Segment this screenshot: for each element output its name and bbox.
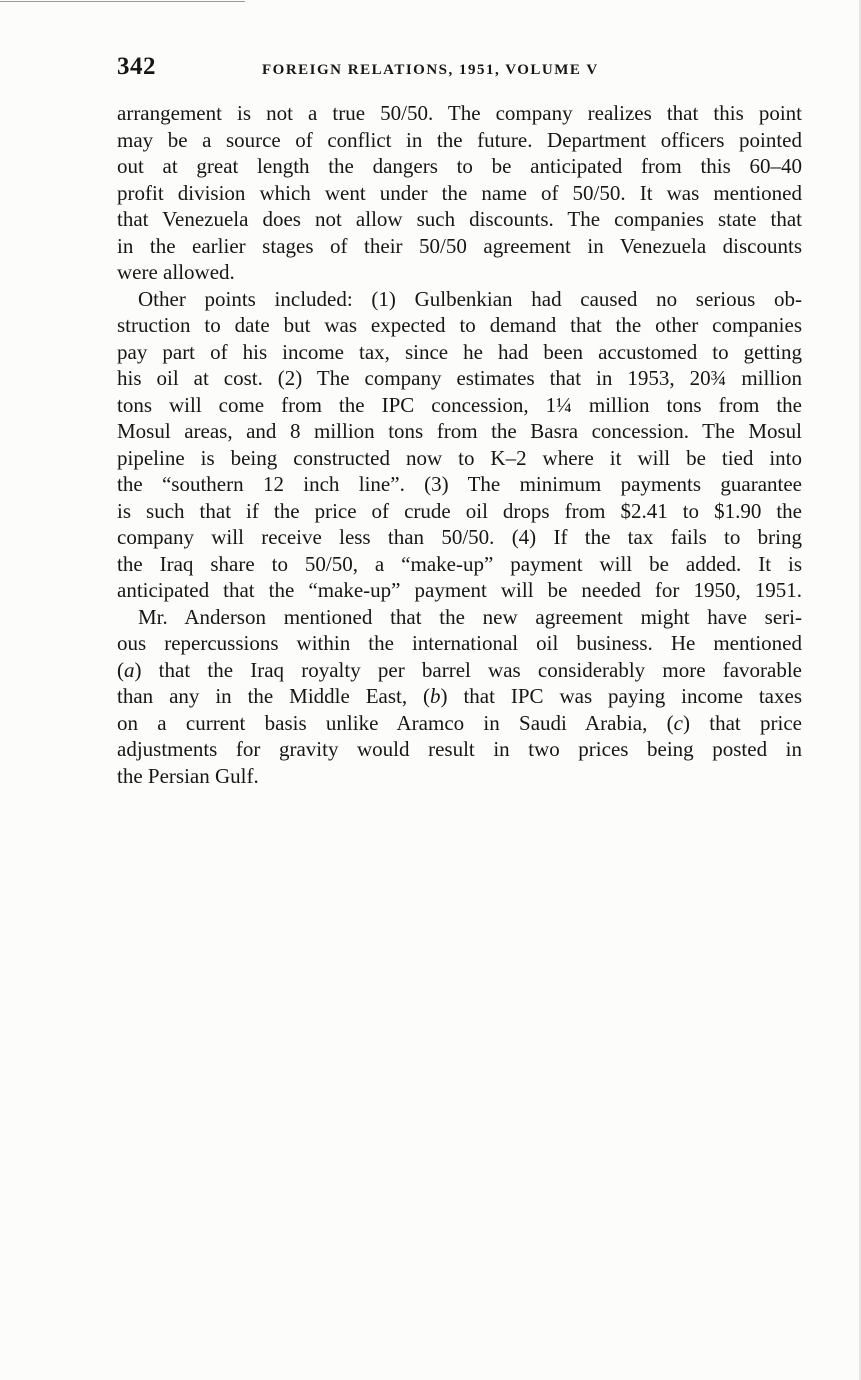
running-title: FOREIGN RELATIONS, 1951, VOLUME V — [262, 62, 599, 78]
text-line: struction to date but was expected to demand that the other companies — [117, 313, 802, 337]
text-line: his oil at cost. (2) The company estimates that in 1953, 20¾ million — [117, 366, 802, 390]
text-segment: ( — [117, 657, 124, 682]
text-line: pipeline is being constructed now to K–2 where it will be tied into — [117, 445, 802, 470]
text-segment: than any in the Middle East, ( — [117, 684, 431, 708]
text-segment: ) that IPC was paying income taxes — [440, 684, 802, 708]
text-line: company will receive less than 50/50. (4) If the tax fails to bring — [117, 525, 802, 549]
text-line: in the earlier stages of their 50/50 agreement in Venezuela discounts — [117, 233, 802, 258]
paragraph-2 — [117, 286, 802, 604]
paragraph-1 — [117, 100, 802, 286]
text-line — [117, 710, 802, 737]
text-line: tons will come from the IPC concession, 1¼ million tons from the — [117, 392, 802, 417]
text-line: out at great length the dangers to be anticipated from this 60–40 — [117, 154, 802, 178]
text-line: arrangement is not a true 50/50. The company realizes that this point — [117, 101, 802, 125]
paragraph-3 — [117, 604, 802, 790]
text-segment: ) that price — [682, 710, 802, 735]
italic-letter: c — [673, 710, 683, 735]
scan-edge-line — [0, 1, 245, 2]
body-text — [117, 100, 802, 789]
text-line: ous repercussions within the international oil business. He mentioned — [117, 631, 802, 655]
text-line: anticipated that the “make-up” payment will be needed for 1950, 1951. — [117, 578, 802, 602]
page-header — [117, 52, 802, 82]
text-line: adjustments for gravity would result in two prices being posted in — [117, 737, 802, 761]
text-line: the Persian Gulf. — [117, 763, 259, 788]
text-segment: ) that the Iraq royalty per barrel was considerably more favorable — [134, 657, 802, 682]
text-line: were allowed. — [117, 260, 235, 284]
text-segment: on a current basis unlike Aramco in Saudi Arabia, ( — [117, 710, 674, 735]
text-line: the “southern 12 inch line”. (3) The minimum payments guarantee — [117, 472, 802, 496]
text-line: that Venezuela does not allow such discounts. The companies state that — [117, 207, 802, 231]
italic-letter: b — [430, 684, 441, 708]
text-line — [117, 657, 802, 684]
text-line: profit division which went under the name of 50/50. It was mentioned — [117, 180, 802, 205]
text-line: may be a source of conflict in the future. Department officers pointed — [117, 127, 802, 152]
text-line: the Iraq share to 50/50, a “make-up” payment will be added. It is — [117, 551, 802, 576]
italic-letter: a — [124, 657, 135, 682]
text-line: Mr. Anderson mentioned that the new agreement might have seri- — [138, 604, 802, 629]
text-line — [117, 683, 802, 710]
text-line: Mosul areas, and 8 million tons from the Basra concession. The Mosul — [117, 419, 802, 443]
page-number: 342 — [117, 53, 156, 80]
text-line: pay part of his income tax, since he had been accustomed to getting — [117, 339, 802, 364]
text-line: Other points included: (1) Gulbenkian had caused no serious ob- — [138, 286, 802, 311]
text-line: is such that if the price of crude oil drops from $2.41 to $1.90 the — [117, 498, 802, 523]
